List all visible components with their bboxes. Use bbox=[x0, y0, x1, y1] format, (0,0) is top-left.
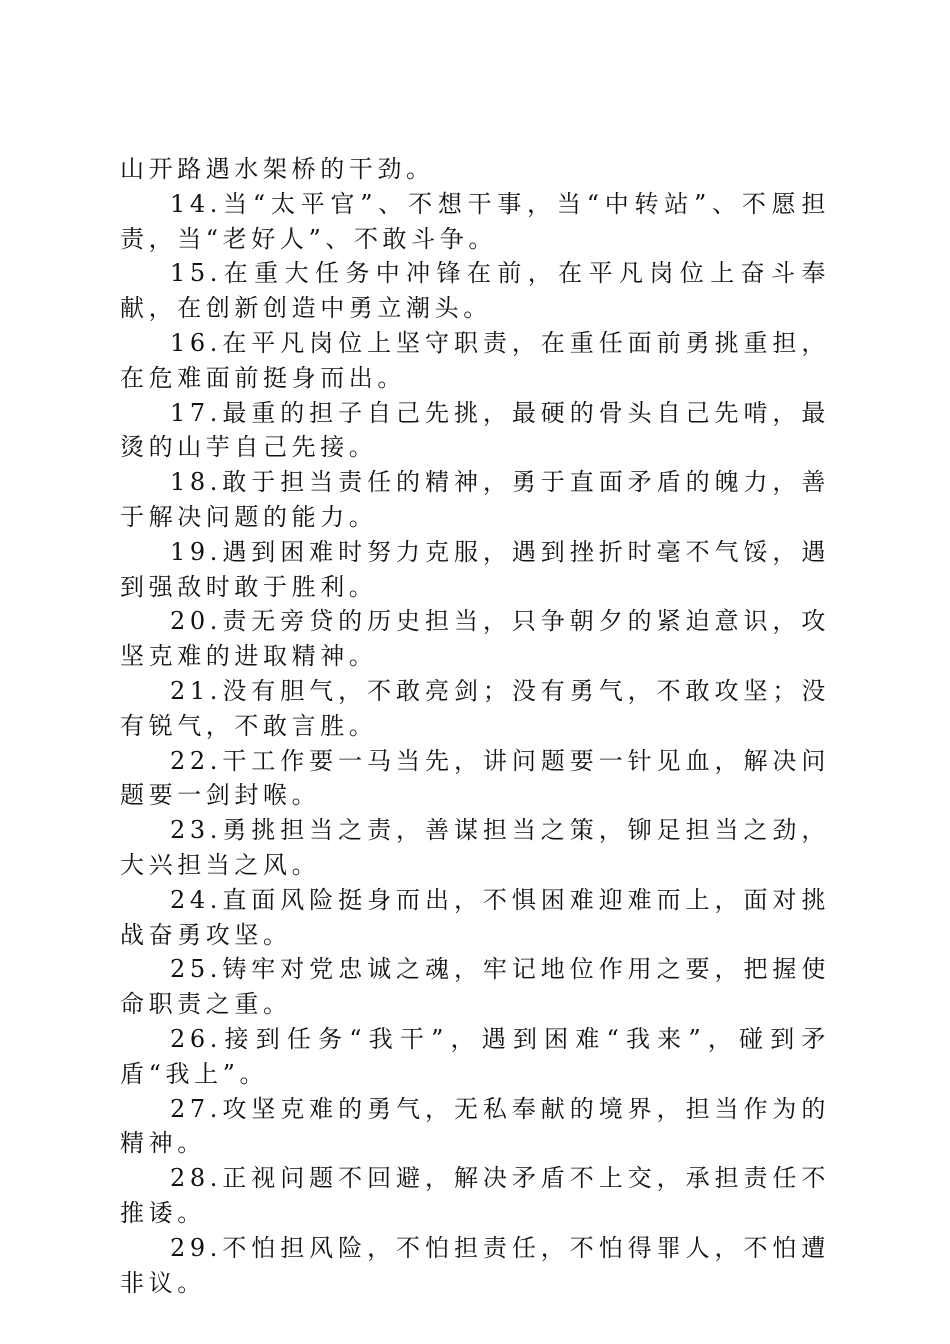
paragraph-22: 22.干工作要一马当先，讲问题要一针见血，解决问题要一剑封喉。 bbox=[120, 746, 830, 810]
paragraph-20: 20.责无旁贷的历史担当，只争朝夕的紧迫意识，攻坚克难的进取精神。 bbox=[120, 607, 830, 671]
paragraph-23: 23.勇挑担当之责，善谋担当之策，铆足担当之劲，大兴担当之风。 bbox=[120, 816, 830, 879]
paragraph-25: 25.铸牢对党忠诚之魂，牢记地位作用之要，把握使命职责之重。 bbox=[120, 955, 830, 1019]
paragraph-28: 28.正视问题不回避，解决矛盾不上交，承担责任不推诿。 bbox=[120, 1164, 830, 1227]
paragraph-21: 21.没有胆气，不敢亮剑；没有勇气，不敢攻坚；没有锐气，不敢言胜。 bbox=[120, 676, 830, 740]
paragraph-continuation: 山开路遇水架桥的干劲。 bbox=[120, 155, 435, 183]
paragraph-17: 17.最重的担子自己先挑，最硬的骨头自己先啃，最烫的山芋自己先接。 bbox=[120, 398, 830, 462]
paragraph-15: 15.在重大任务中冲锋在前，在平凡岗位上奋斗奉献，在创新创造中勇立潮头。 bbox=[120, 259, 830, 323]
document-body bbox=[120, 152, 830, 1300]
paragraph-27: 27.攻坚克难的勇气，无私奉献的境界，担当作为的精神。 bbox=[120, 1094, 830, 1158]
paragraph-16: 16.在平凡岗位上坚守职责，在重任面前勇挑重担，在危难面前挺身而出。 bbox=[120, 328, 830, 392]
paragraph-19: 19.遇到困难时努力克服，遇到挫折时毫不气馁，遇到强敌时敢于胜利。 bbox=[120, 537, 830, 601]
paragraph-18: 18.敢于担当责任的精神，勇于直面矛盾的魄力，善于解决问题的能力。 bbox=[120, 468, 830, 531]
paragraph-24: 24.直面风险挺身而出，不惧困难迎难而上，面对挑战奋勇攻坚。 bbox=[120, 885, 830, 949]
paragraph-26: 26.接到任务“我干”，遇到困难“我来”，碰到矛盾“我上”。 bbox=[120, 1024, 830, 1088]
paragraph-14: 14.当“太平官”、不想干事，当“中转站”、不愿担责，当“老好人”、不敢斗争。 bbox=[120, 189, 830, 253]
paragraph-29: 29.不怕担风险，不怕担责任，不怕得罪人，不怕遭非议。 bbox=[120, 1233, 830, 1297]
